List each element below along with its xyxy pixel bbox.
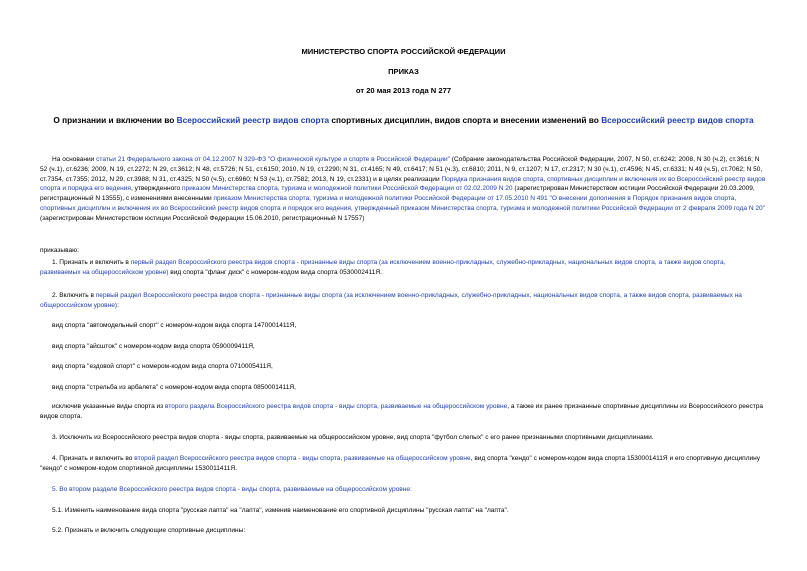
procedure-link[interactable]: Порядка признания видов спорта, спортивных дисциплин и включения их во Всероссийский реестр видов спорта и порядка его ведения [40, 175, 766, 193]
item-3: 3. Исключить из Всероссийского реестра видов спорта - виды спорта, развиваемые на общероссийском уровне, вид спорта "футбол слепых" с его ранее признанными спортивными дисциплинами. [52, 434, 654, 441]
doc-type-heading: ПРИКАЗ [388, 67, 419, 76]
list-item: вид спорта "стрельба из арбалета" с номером-кодом вида спорта 0850001411Я, [52, 384, 296, 391]
first-section-link[interactable]: первый раздел Всероссийского реестра видов спорта - признанные виды спорта (за исключением военно-прикладных, служебно-прикладных, национальных видов спорта, а также видов спорта, развиваемых на общероссийском уровне) [40, 259, 726, 276]
law-link[interactable]: статьи 21 Федерального закона от 04.12.2007 N 329-ФЗ "О физической культуре и спорте в Российской Федерации" [96, 156, 450, 163]
order-link[interactable]: приказом Министерства спорта, туризма и молодежной политики Российской Федерации от 02.02.2009 N 20 [181, 185, 513, 193]
order-word: приказываю: [40, 247, 79, 254]
item-5: 5. Во втором разделе Всероссийского реестра видов спорта - виды спорта, развиваемые на общероссийском уровне: [52, 486, 412, 493]
item-2: 2. Включить в первый раздел Всероссийского реестра видов спорта - признанные виды спорта (за исключением военно-прикладных, служебно-прикладных, национальных видов спорта, а также видов спорта, развиваемых на общероссийском уровне): [40, 292, 742, 309]
ministry-heading: МИНИСТЕРСТВО СПОРТА РОССИЙСКОЙ ФЕДЕРАЦИИ [301, 47, 506, 56]
list-item: вид спорта "автомодельный спорт" с номером-кодом вида спорта 1470001411Я, [52, 322, 297, 329]
second-section-link[interactable]: втором разделе Всероссийского реестра видов спорта - виды спорта, развиваемые на общероссийском уровне [69, 486, 411, 493]
second-section-link[interactable]: второго раздела Всероссийского реестра видов спорта - виды спорта, развиваемые на общероссийском уровне [165, 403, 508, 410]
date-number-heading: от 20 мая 2013 года N 277 [355, 86, 452, 95]
list-item: вид спорта "ездовой спорт" с номером-кодом вида спорта 0710005411Я, [52, 363, 273, 370]
item-5-1: 5.1. Изменить наименование вида спорта "русская лапта" на "лапта", изменив наименование его спортивной дисциплины "русская лапта" на "лапта". [52, 507, 509, 514]
second-section-link[interactable]: второй раздел Всероссийского реестра видов спорта - виды спорта, развиваемые на общероссийском уровне [134, 455, 471, 462]
exclude-paragraph: исключив указанные виды спорта из второго раздела Всероссийского реестра видов спорта - виды спорта, развиваемые на общероссийском уровне, а также их ранее признанные спортивные дисциплины из Всероссийского реестра видов спорта. [40, 403, 764, 420]
amendment-order-link[interactable]: приказом Министерства спорта, туризма и молодежной политики Российской Федерации от 17.05.2010 N 491 "О внесении дополнения в Порядок признания видов спорта, спортивных дисциплин и включения их во Всероссийский реестр видов спорта и порядок его ведения, утвержденный приказом Министерства спорта, туризма и молодежной политики Российской Федерации от 2 февраля 2009 года N 20" [40, 195, 765, 212]
preamble-paragraph: На основании статьи 21 Федерального закона от 04.12.2007 N 329-ФЗ "О физической культуре и спорте в Российской Федерации" (Собрание законодательства Российской Федерации, 2007, N 50, ст.6242; 2008, N 30 (ч.2), ст.3616; N 52 (ч.1), ст.6236; 2009, N 19, ст.2272; N 29, ст.3612; N 48, ст.5726; N 51, ст.6150; 2010, N 19, ст.2290; N 31, ст.4165; N 49, ст.6417; N 51 (ч.3), ст.6810; 2011, N 9, ст.1207; N 17, ст.2317; N 30 (ч.1), ст.4596; N 45, ст.6331; N 49 (ч.5), ст.7062; N 50, ст.7354, ст.7355; 2012, N 29, ст.3988; N 31, ст.4325; N 50 (ч.5), ст.6960; N 53 (ч.1), ст.7582; 2013, N 19, ст.2331) и в целях реализации Порядка признания видов спорта, спортивных дисциплин и включения их во Всероссийский реестр видов спорта и порядка его ведения, утвержденного приказом Министерства спорта, туризма и молодежной политики Российской Федерации от 02.02.2009 N 20 (зарегистрирован Министерством юстиции Российской Федерации 20.03.2009, регистрационный N 13555), с изменениями внесенными приказом Министерства спорта, туризма и молодежной политики Российской Федерации от 17.05.2010 N 491 "О внесении дополнения в Порядок признания видов спорта, спортивных дисциплин и включения их во Всероссийский реестр видов спорта и порядок его ведения, утвержденный приказом Министерства спорта, туризма и молодежной политики Российской Федерации от 2 февраля 2009 года N 20" (зарегистрирован Министерством юстиции Российской Федерации 15.06.2010, регистрационный N 17557) [40, 156, 766, 222]
item-1: 1. Признать и включить в первый раздел Всероссийского реестра видов спорта - признанные виды спорта (за исключением военно-прикладных, служебно-прикладных, национальных видов спорта, а также видов спорта, развиваемых на общероссийском уровне) вид спорта "фланг диск" с номером-кодом вида спорта 0530002411Я. [40, 259, 726, 276]
item-5-2: 5.2. Признать и включить следующие спортивные дисциплины: [52, 527, 246, 534]
item-4: 4. Признать и включить во второй раздел Всероссийского реестра видов спорта - виды спорта, развиваемые на общероссийском уровне, вид спорта "кендо" с номером-кодом вида спорта 1530001411Я и его спортивную дисциплину "кендо" с номером-кодом спортивной дисциплины 1530011411Я. [40, 455, 761, 472]
list-item: вид спорта "айсшток" с номером-кодом вида спорта 0590009411Я, [52, 343, 255, 350]
first-section-link[interactable]: первый раздел Всероссийского реестра видов спорта - признанные виды спорта (за исключением военно-прикладных, служебно-прикладных, национальных видов спорта, а также видов спорта, развиваемых на общероссийском уровне) [40, 292, 742, 309]
document-title: О признании и включении во Всероссийский реестр видов спорта спортивных дисциплин, видов спорта и внесении изменений во Всероссийский реестр видов спорта [53, 115, 754, 125]
registry-link[interactable]: Всероссийский реестр видов спорта [601, 115, 754, 125]
registry-link[interactable]: Всероссийский реестр видов спорта [176, 115, 330, 125]
